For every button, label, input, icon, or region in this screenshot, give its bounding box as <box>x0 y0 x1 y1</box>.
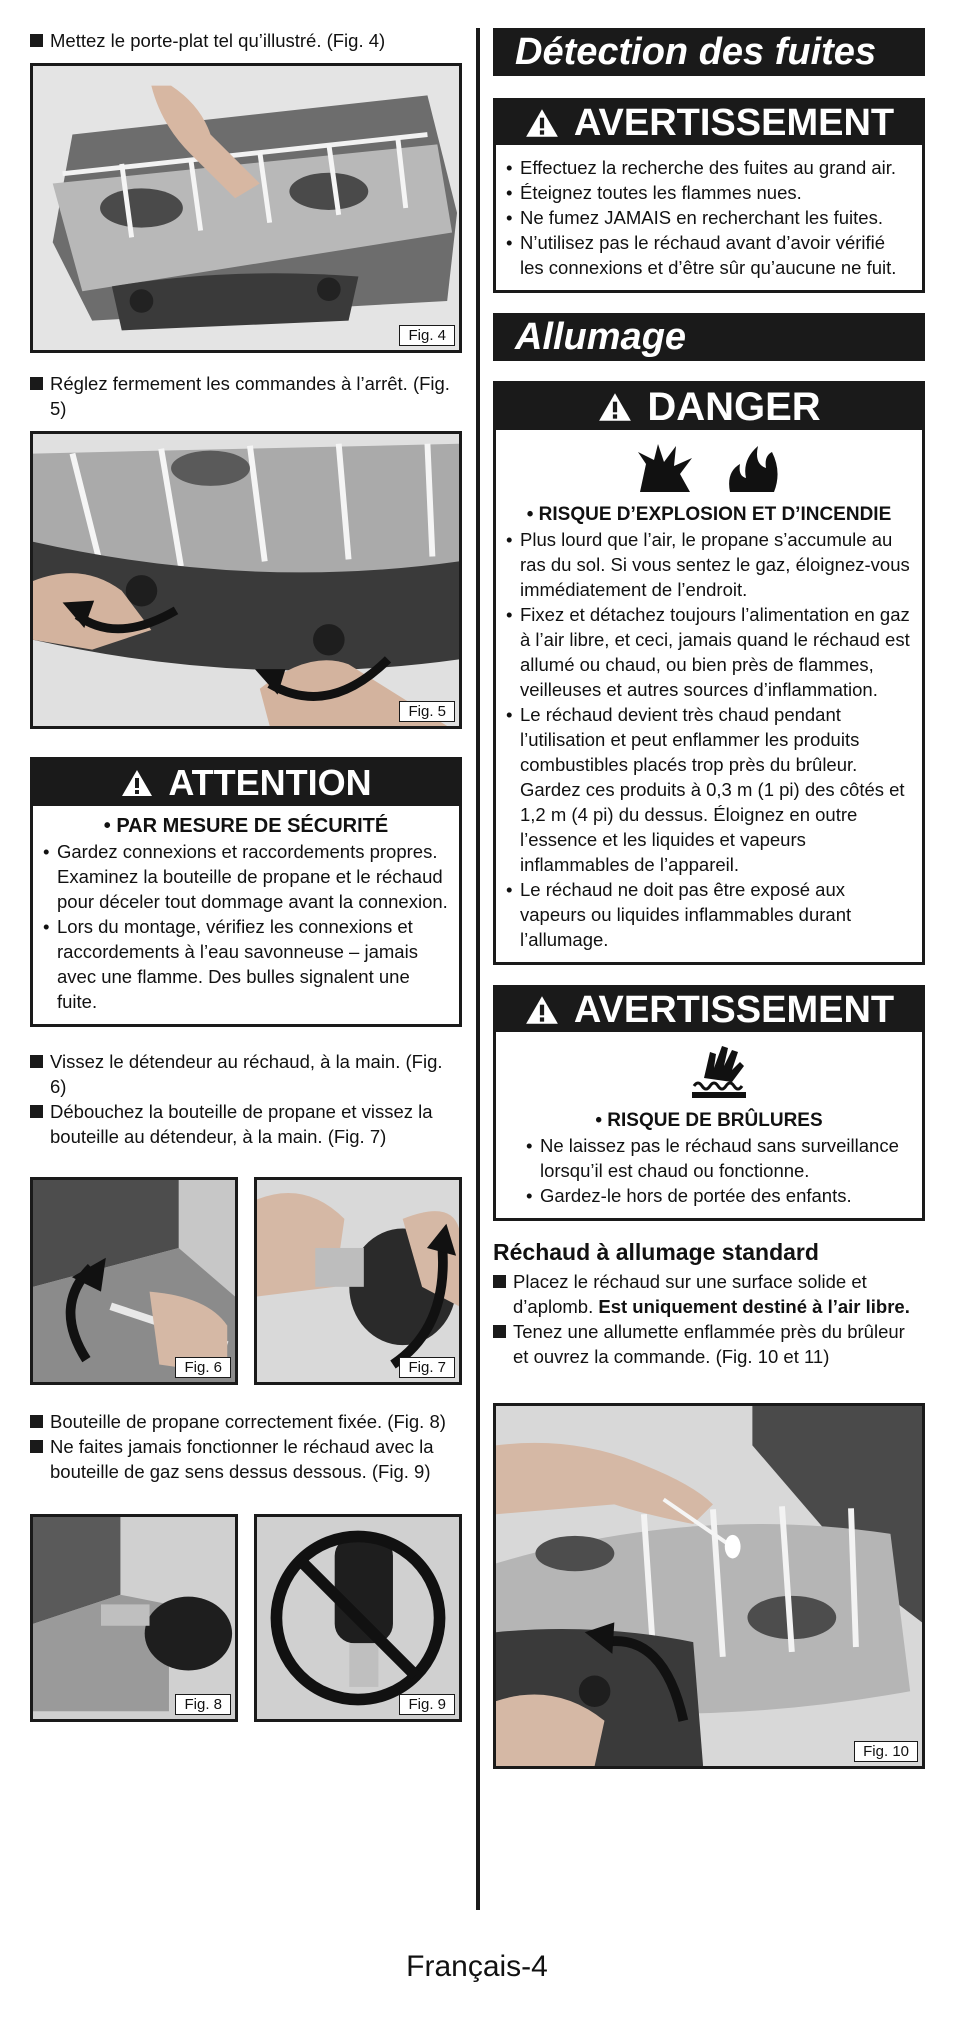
page-footer: Français-4 <box>406 1950 548 1983</box>
warning-leak-body <box>496 145 922 290</box>
standard-ignition-heading: Réchaud à allumage standard <box>493 1239 819 1265</box>
warning-box-leak <box>493 98 925 293</box>
attention-item: • Gardez connexions et raccordements propres. Examinez la bouteille de propane et le réchaud pour déceler tout dommage avant la connexion. <box>43 841 448 912</box>
cylinder-attach-illustration <box>257 1180 459 1382</box>
fire-icon <box>724 442 782 494</box>
figures-8-9 <box>30 1514 462 1722</box>
section-leak-detection-title: Détection des fuites <box>493 28 925 76</box>
square-bullet-icon <box>30 1440 43 1453</box>
step-level-surface: Placez le réchaud sur une surface solide et d’aplomb. Est uniquement destiné à l’air libre. <box>493 1269 925 1319</box>
lighting-burner-illustration <box>496 1406 922 1766</box>
figure-label: Fig. 8 <box>175 1694 231 1715</box>
warning-item: • Gardez-le hors de portée des enfants. <box>526 1185 852 1206</box>
figure-10 <box>493 1403 925 1769</box>
figure-5 <box>30 431 462 729</box>
step-controls-off: Réglez fermement les commandes à l’arrêt. (Fig. 5) <box>30 371 462 421</box>
figure-label: Fig. 4 <box>399 325 455 346</box>
warning-box-burns <box>493 985 925 1221</box>
danger-box <box>493 381 925 965</box>
square-bullet-icon <box>493 1325 506 1338</box>
figures-6-7 <box>30 1177 462 1385</box>
figure-label: Fig. 10 <box>854 1741 918 1762</box>
explosion-icon <box>636 442 694 494</box>
left-column <box>30 28 462 1722</box>
step-cylinder: Débouchez la bouteille de propane et vissez la bouteille au détendeur, à la main. (Fig. 7) <box>30 1099 462 1149</box>
square-bullet-icon <box>30 1415 43 1428</box>
step-cylinder-fixed: Bouteille de propane correctement fixée. (Fig. 8) <box>30 1409 462 1434</box>
step-place-grate: Mettez le porte-plat tel qu’illustré. (Fig. 4) <box>30 28 462 53</box>
column-divider <box>476 28 480 1910</box>
warning-header: AVERTISSEMENT <box>496 101 922 145</box>
attention-item: • Lors du montage, vérifiez les connexions et raccordements à l’eau savonneuse – jamais avec une flamme. Des bulles signalent une fuite. <box>43 916 418 1012</box>
square-bullet-icon <box>30 1105 43 1118</box>
square-bullet-icon <box>30 377 43 390</box>
warning-triangle-icon <box>120 768 154 798</box>
right-column <box>493 28 925 1769</box>
warning-item: • Effectuez la recherche des fuites au grand air. <box>506 157 897 178</box>
square-bullet-icon <box>30 34 43 47</box>
figure-4 <box>30 63 462 353</box>
figure-label: Fig. 7 <box>399 1357 455 1378</box>
warning-burns-body <box>496 1032 922 1218</box>
figure-label: Fig. 6 <box>175 1357 231 1378</box>
danger-header: DANGER <box>496 384 922 430</box>
danger-item: • Le réchaud devient très chaud pendant l’utilisation et peut enflammer les produits combustibles placés trop près du brûleur. Gardez ces produits à 0,3 m (1 pi) des côtés et 1,2 m (4 pi) du dessus. Éloignez en outre l’essence et les liquides et vapeurs inflammables de l’appareil. <box>506 704 905 875</box>
burns-subtitle: • RISQUE DE BRÛLURES <box>595 1110 823 1131</box>
prohibited-upside-down-icon <box>257 1517 459 1719</box>
control-knobs-illustration <box>33 434 459 726</box>
danger-item: • Fixez et détachez toujours l’alimentation en gaz à l’air libre, et ceci, jamais quand le réchaud est allumé ou chaud, ou bien près de flammes, veilleuses et autres sources d’inflammation. <box>506 604 910 700</box>
step-light-match: Tenez une allumette enflammée près du brûleur et ouvrez la commande. (Fig. 10 et 11) <box>493 1319 925 1369</box>
warning-triangle-icon <box>524 107 560 139</box>
figure-9 <box>254 1514 462 1722</box>
warning-triangle-icon <box>524 994 560 1026</box>
hot-surface-hand-icon <box>688 1042 750 1100</box>
regulator-illustration <box>33 1180 235 1382</box>
figure-8 <box>30 1514 238 1722</box>
danger-pictograms <box>506 442 912 494</box>
burn-pictogram <box>526 1042 912 1100</box>
attention-box <box>30 757 462 1027</box>
section-ignition-title: Allumage <box>493 313 925 361</box>
warning-item: • N’utilisez pas le réchaud avant d’avoir vérifié les connexions et d’être sûr qu’aucune ne fuit. <box>506 232 897 278</box>
danger-subtitle: • RISQUE D’EXPLOSION ET D’INCENDIE <box>526 504 892 525</box>
warning-item: • Ne fumez JAMAIS en recherchant les fuites. <box>506 207 883 228</box>
figure-label: Fig. 9 <box>399 1694 455 1715</box>
square-bullet-icon <box>493 1275 506 1288</box>
warning-item: • Ne laissez pas le réchaud sans surveillance lorsqu’il est chaud ou fonctionne. <box>526 1135 899 1181</box>
step-regulator: Vissez le détendeur au réchaud, à la main. (Fig. 6) <box>30 1049 462 1099</box>
attention-subtitle: • PAR MESURE DE SÉCURITÉ <box>103 815 389 837</box>
danger-body <box>496 430 922 962</box>
warning-header: AVERTISSEMENT <box>496 988 922 1032</box>
attention-body <box>33 806 459 1024</box>
danger-item: • Le réchaud ne doit pas être exposé aux vapeurs ou liquides inflammables durant l’allumage. <box>506 879 852 950</box>
attention-header: ATTENTION <box>33 760 459 806</box>
cylinder-fixed-illustration <box>33 1517 235 1719</box>
figure-7 <box>254 1177 462 1385</box>
warning-item: • Éteignez toutes les flammes nues. <box>506 182 802 203</box>
figure-6 <box>30 1177 238 1385</box>
stove-grate-illustration <box>33 66 459 350</box>
warning-triangle-icon <box>597 391 633 423</box>
step-never-upside-down: Ne faites jamais fonctionner le réchaud avec la bouteille de gaz sens dessus dessous. (Fig. 9) <box>30 1434 462 1484</box>
figure-label: Fig. 5 <box>399 701 455 722</box>
danger-item: • Plus lourd que l’air, le propane s’accumule au ras du sol. Si vous sentez le gaz, éloignez-vous immédiatement de l’endroit. <box>506 529 910 600</box>
square-bullet-icon <box>30 1055 43 1068</box>
